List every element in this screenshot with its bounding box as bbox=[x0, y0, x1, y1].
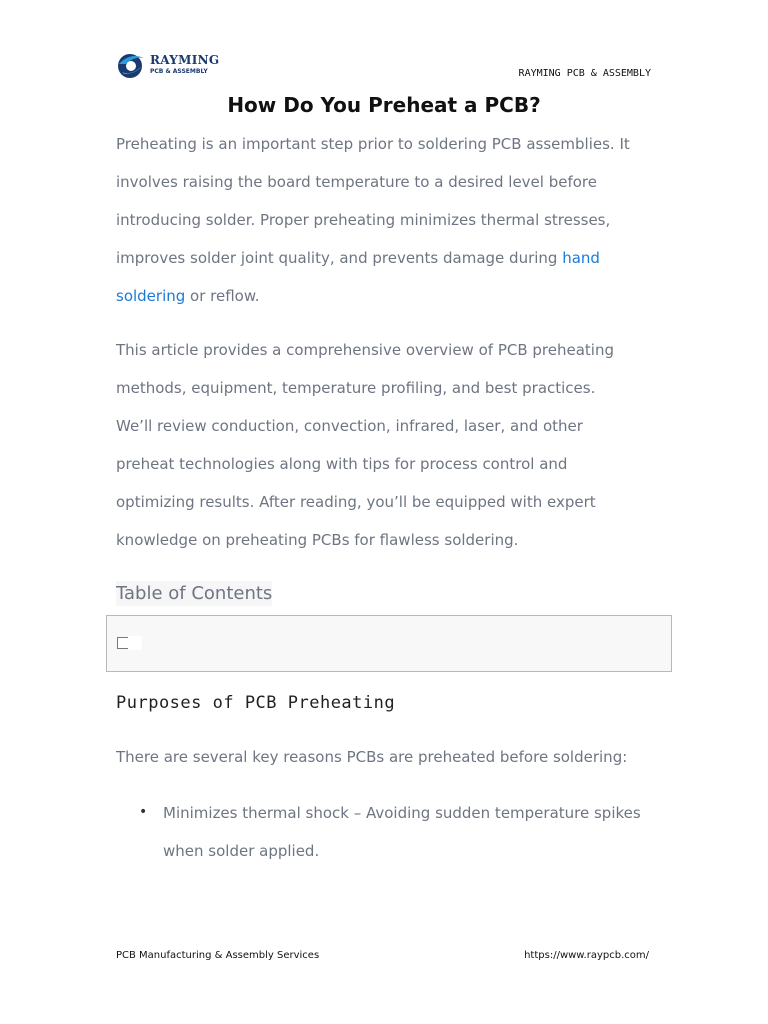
footer-url-link[interactable]: https://www.raypcb.com/ bbox=[524, 950, 649, 961]
intro-paragraph bbox=[116, 125, 636, 315]
bullet-icon: • bbox=[139, 804, 148, 820]
header-company-name: RAYMING PCB & ASSEMBLY bbox=[518, 68, 651, 79]
logo-name: RAYMING bbox=[150, 53, 220, 67]
toc-toggle-icon[interactable] bbox=[117, 637, 129, 649]
section-heading: Purposes of PCB Preheating bbox=[116, 693, 396, 713]
intro-text-end: or reflow. bbox=[185, 287, 260, 305]
rayming-logo bbox=[114, 50, 224, 82]
bullet-item: Minimizes thermal shock – Avoiding sudden temperature spikes when solder applied. bbox=[163, 804, 641, 860]
toc-heading: Table of Contents bbox=[116, 583, 273, 604]
footer-left-text: PCB Manufacturing & Assembly Services bbox=[116, 950, 320, 961]
intro-text-start: Preheating is an important step prior to soldering PCB assemblies. It involves raising the board temperature to a desired level before introducing solder. Proper preheating minimizes thermal stresses, improves solder joint quality, and prevents damage during bbox=[116, 135, 630, 267]
hand-soldering-link[interactable]: hand soldering bbox=[116, 249, 600, 305]
section-lead: There are several key reasons PCBs are preheated before soldering: bbox=[116, 748, 628, 766]
page-title: How Do You Preheat a PCB? bbox=[227, 93, 541, 117]
rayming-logo-icon bbox=[114, 50, 148, 80]
overview-paragraph: This article provides a comprehensive overview of PCB preheating methods, equipment, temperature profiling, and best practices. We’ll review conduction, convection, infrared, laser, and other preheat technologies along with tips for process control and optimizing results. After reading, you’ll be equipped with expert knowledge on preheating PCBs for flawless soldering. bbox=[116, 341, 614, 549]
logo-subtitle: PCB & ASSEMBLY bbox=[150, 68, 208, 75]
toc-box bbox=[106, 615, 672, 672]
